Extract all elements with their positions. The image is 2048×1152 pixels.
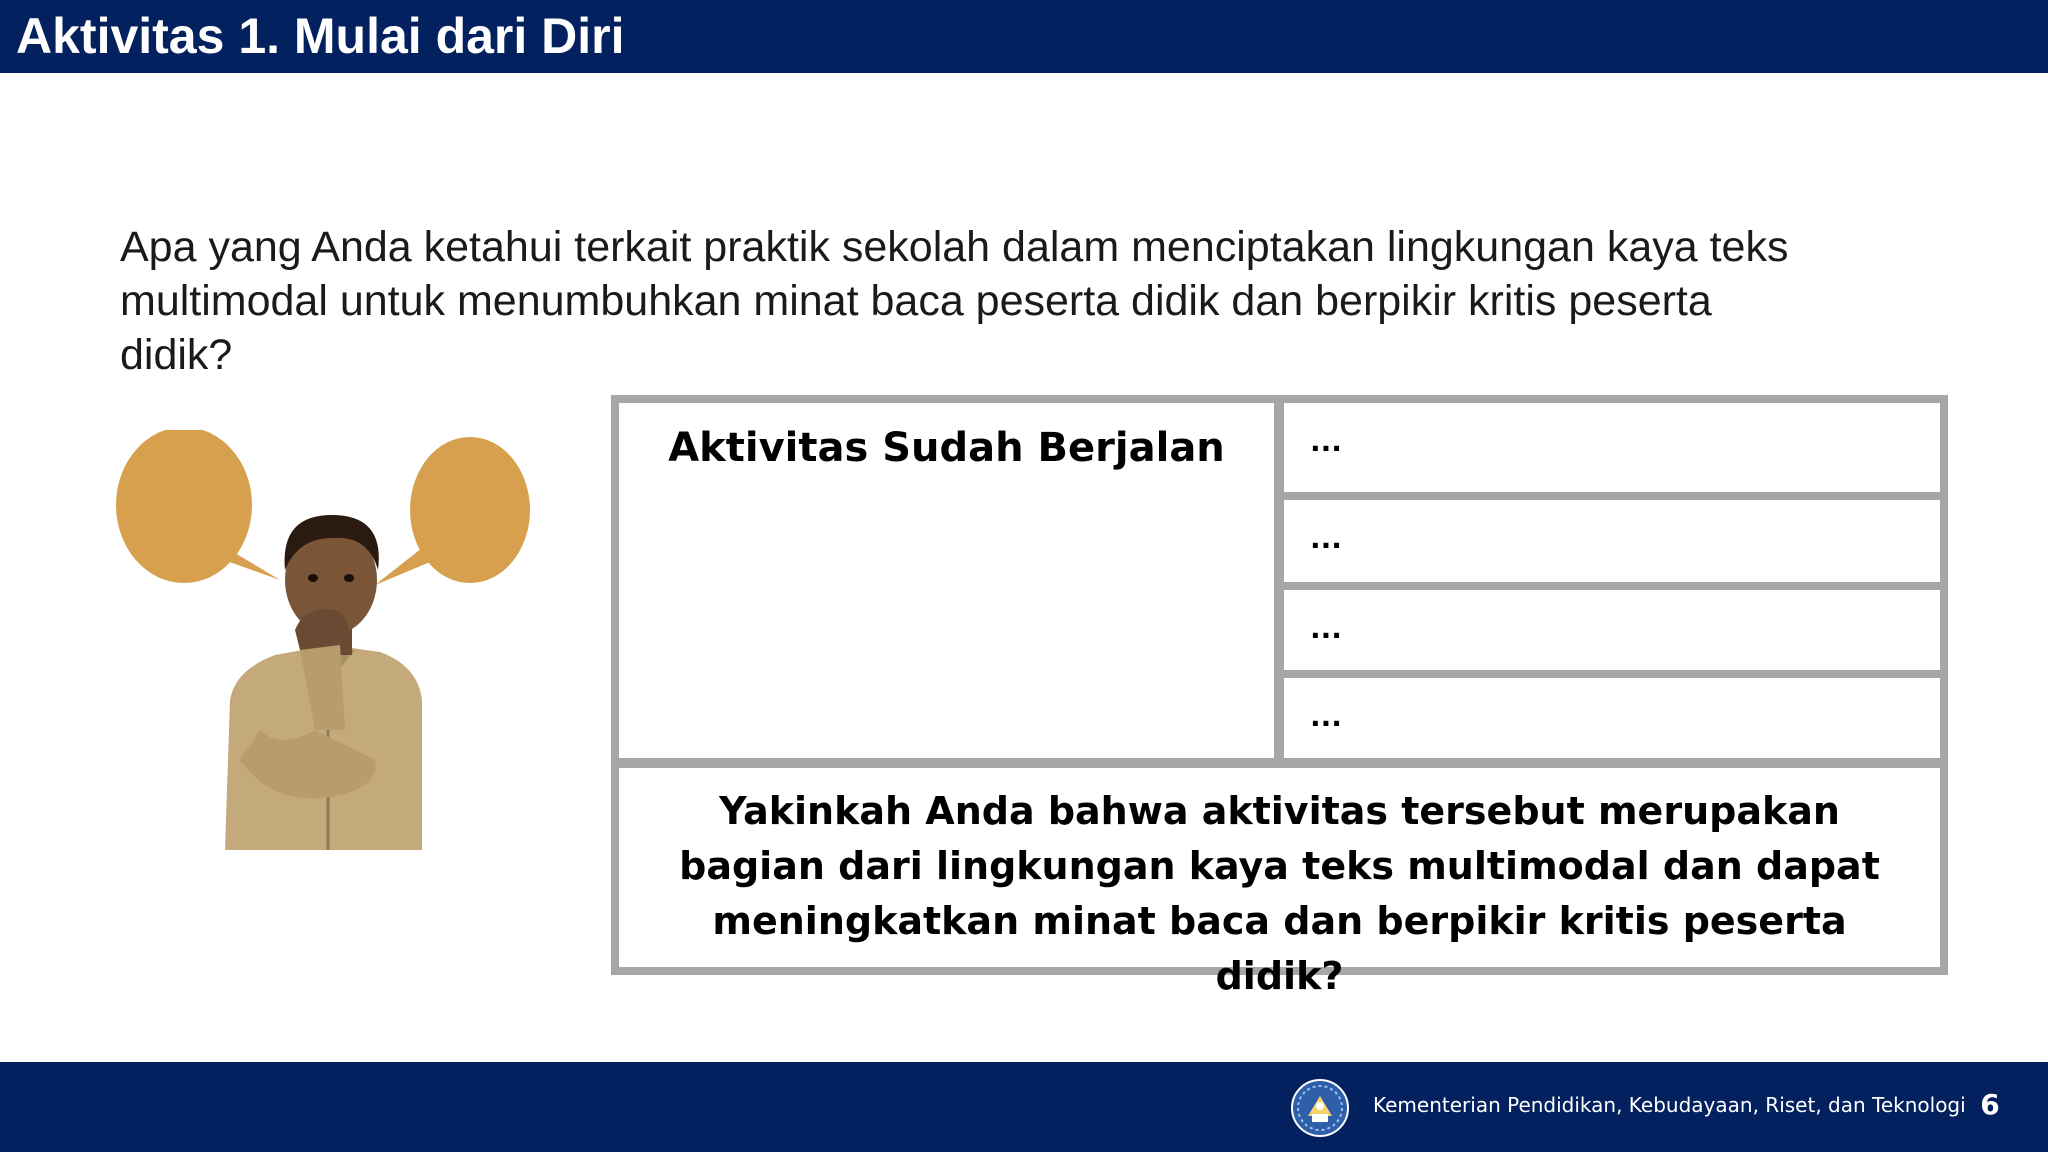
thinking-person-illustration <box>100 430 560 870</box>
ministry-logo-icon <box>1290 1078 1350 1138</box>
speech-bubble-left-icon <box>116 430 280 583</box>
header-bar <box>0 0 2048 73</box>
activity-header-cell: Aktivitas Sudah Berjalan <box>619 403 1274 758</box>
activity-row-1[interactable]: ... <box>1284 403 1940 492</box>
page-number: 6 <box>1980 1088 2000 1121</box>
activity-table <box>611 395 1948 998</box>
reflection-question-cell: Yakinkah Anda bahwa aktivitas tersebut merupakan bagian dari lingkungan kaya teks multimodal dan dapat meningkatkan minat baca dan berpikir kritis peserta didik? <box>619 768 1940 967</box>
activity-row-4[interactable]: ... <box>1284 678 1940 758</box>
activity-row-3[interactable]: ... <box>1284 590 1940 670</box>
speech-bubble-right-icon <box>375 437 530 585</box>
slide-title: Aktivitas 1. Mulai dari Diri <box>16 8 625 64</box>
activity-row-2[interactable]: ... <box>1284 500 1940 582</box>
question-text: Apa yang Anda ketahui terkait praktik sekolah dalam menciptakan lingkungan kaya teks multimodal untuk menumbuhkan minat baca peserta didik dan berpikir kritis peserta didik? <box>120 223 1789 379</box>
ministry-name: Kementerian Pendidikan, Kebudayaan, Riset, dan Teknologi <box>1373 1093 1966 1117</box>
footer-bar <box>0 1062 2048 1152</box>
